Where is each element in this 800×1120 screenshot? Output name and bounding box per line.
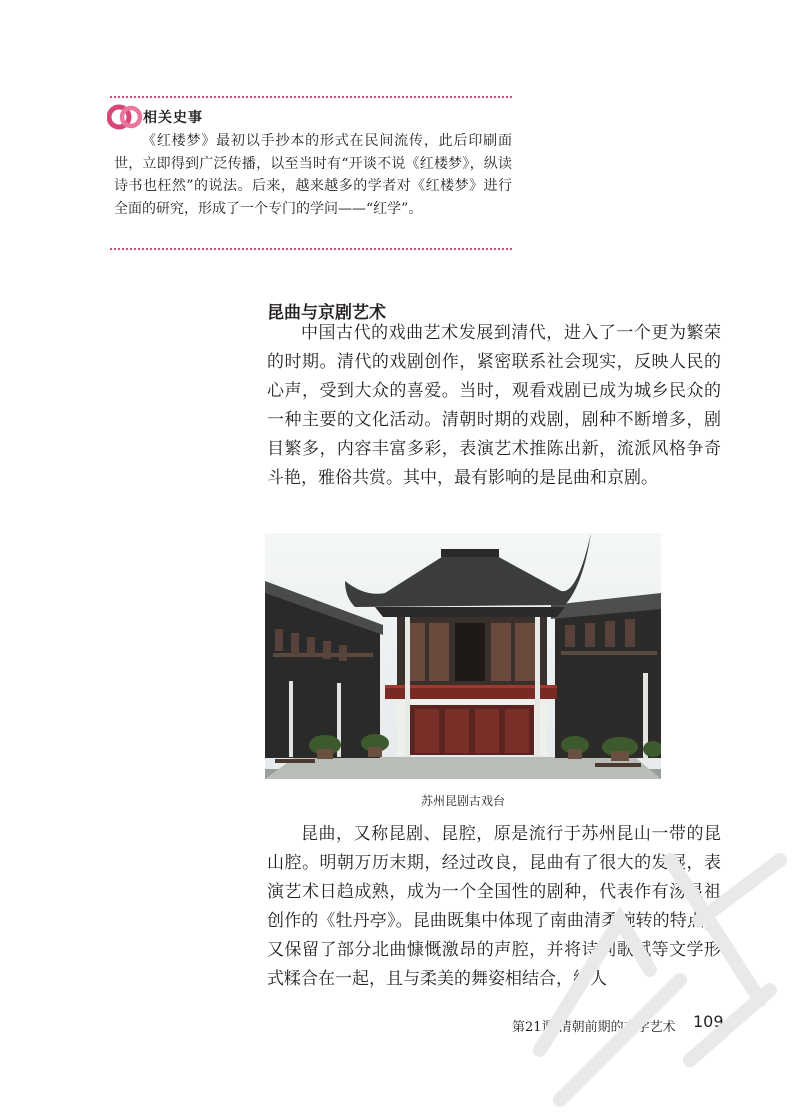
photo-caption: 苏州昆剧古戏台 (420, 794, 505, 808)
dotted-divider-bottom (110, 248, 512, 250)
opera-stage-photo (265, 533, 661, 779)
lesson-footer: 第21课 清朝前期的文学艺术 (512, 1020, 676, 1035)
paragraph-2: 昆曲，又称昆剧、昆腔，原是流行于苏州昆山一带的昆山腔。明朝万历末期，经过改良，昆曲有了很大的发展，表演艺术日趋成熟，成为一个全国性的剧种，代表作有汤显祖创作的《牡丹亭》。昆曲既集中体现了南曲清柔婉转的特点，又保留了部分北曲慷慨激昂的声腔，并将诗词歌赋等文学形式糅合在一起，且与柔美的舞姿相结合，给人 (267, 824, 721, 989)
rings-icon (107, 102, 143, 132)
page-number: 109 (693, 1012, 724, 1031)
related-history-box (110, 96, 512, 250)
sidebar-title: 相关史事 (143, 110, 203, 126)
sidebar-text: 《红楼梦》最初以手抄本的形式在民间流传，此后印刷面世，立即得到广泛传播，以至当时有“开谈不说《红楼梦》，纵读诗书也枉然”的说法。后来，越来越多的学者对《红楼梦》进行全面的研究，形成了一个专门的学问——“红学”。 (114, 133, 512, 217)
dotted-divider-top (110, 96, 512, 98)
section-title: 昆曲与京剧艺术 (267, 303, 386, 323)
paragraph-1: 中国古代的戏曲艺术发展到清代，进入了一个更为繁荣的时期。清代的戏剧创作，紧密联系社会现实，反映人民的心声，受到大众的喜爱。当时，观看戏剧已成为城乡民众的一种主要的文化活动。清朝时期的戏剧，剧种不断增多，剧目繁多，内容丰富多彩，表演艺术推陈出新，流派风格争奇斗艳，雅俗共赏。其中，最有影响的是昆曲和京剧。 (267, 323, 721, 488)
